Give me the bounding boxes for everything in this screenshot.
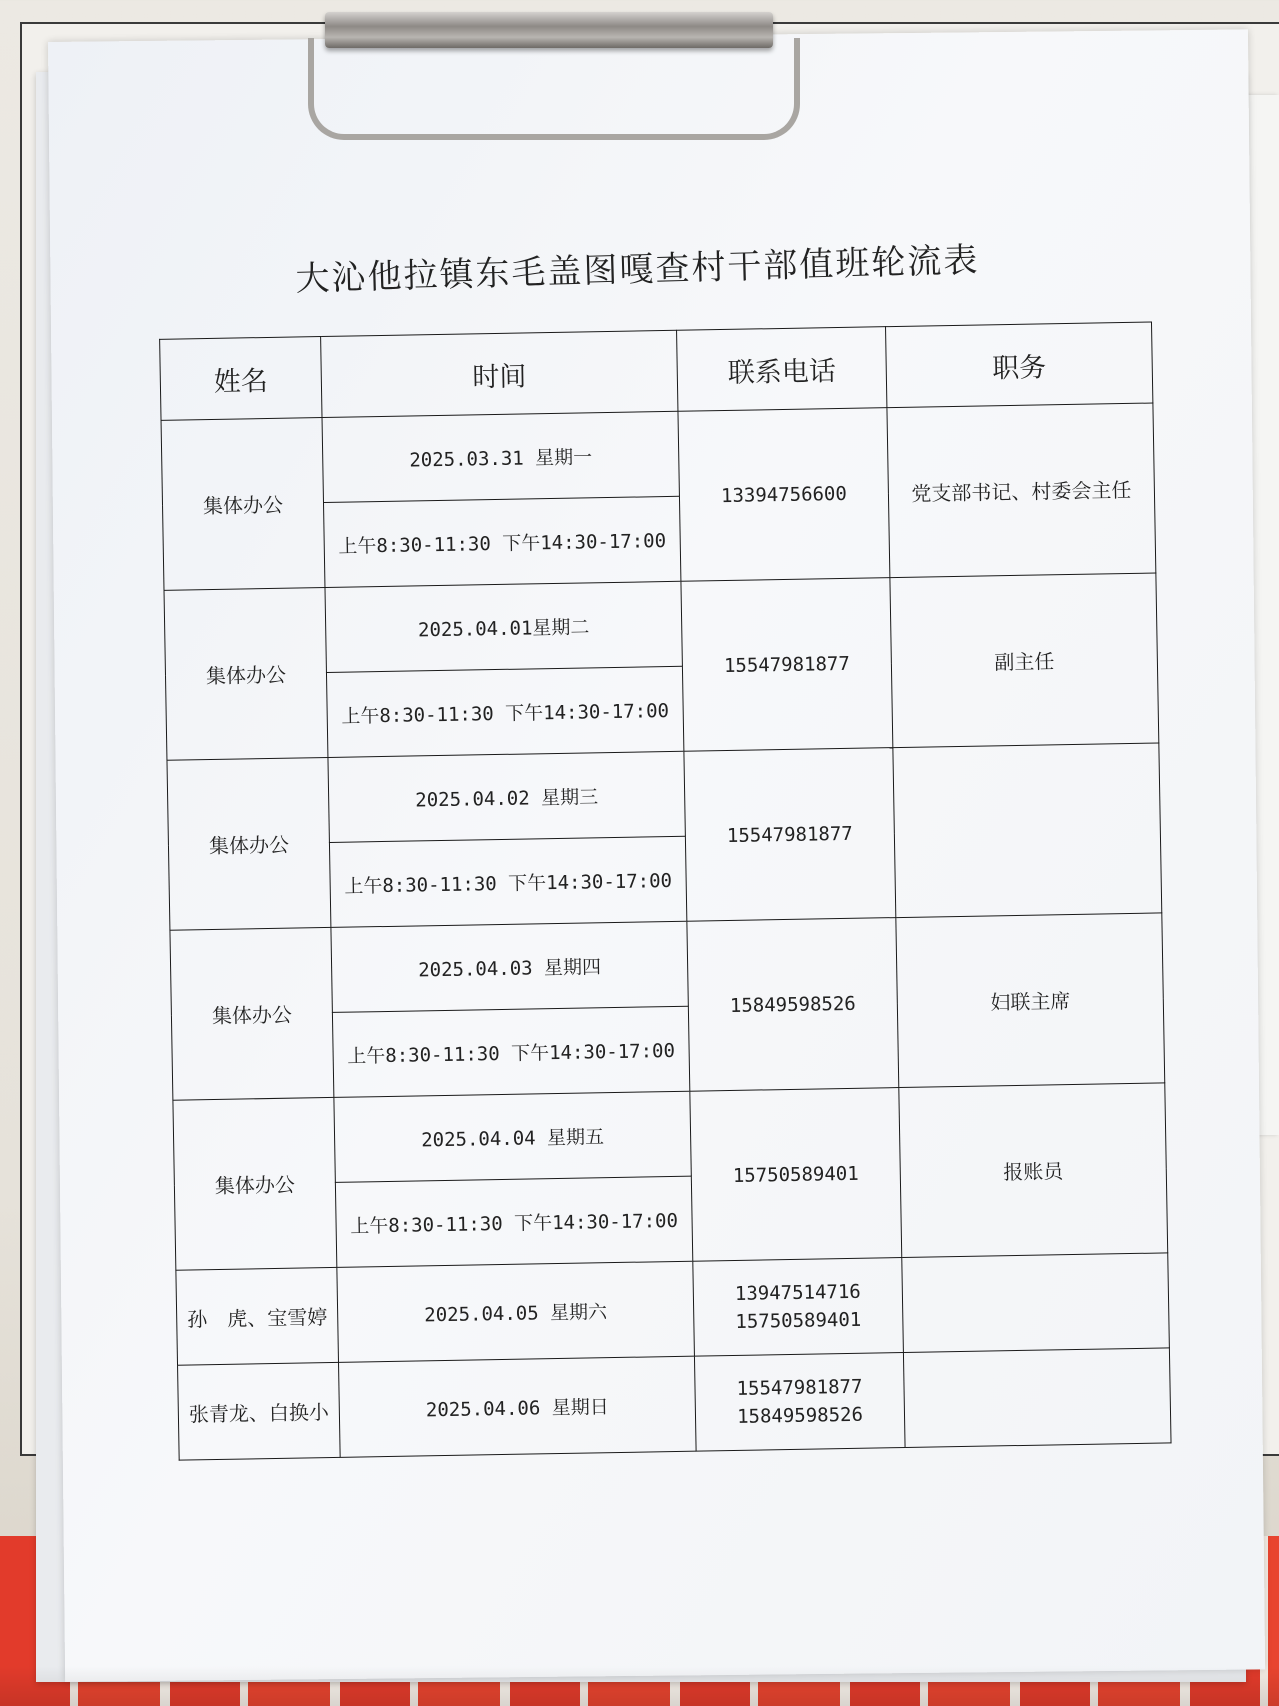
date-cell: 2025.04.01星期二 (325, 581, 682, 672)
name-cell: 集体办公 (161, 418, 325, 591)
date-cell: 2025.03.31 星期一 (322, 411, 679, 502)
hours-cell: 上午8:30-11:30 下午14:30-17:00 (326, 666, 683, 757)
hours-cell: 上午8:30-11:30 下午14:30-17:00 (332, 1006, 689, 1097)
name-cell: 集体办公 (164, 587, 328, 760)
table-row (164, 573, 1157, 675)
name-cell: 孙 虎、宝雪婷 (176, 1267, 339, 1365)
name-cell: 集体办公 (170, 927, 334, 1100)
table-row (176, 1253, 1170, 1365)
hours-cell: 上午8:30-11:30 下午14:30-17:00 (323, 496, 680, 587)
name-cell: 张青龙、白换小 (178, 1362, 341, 1460)
phone-cell: 15750589401 (690, 1088, 902, 1262)
hours-cell: 上午8:30-11:30 下午14:30-17:00 (335, 1176, 692, 1267)
header-time: 时间 (321, 330, 678, 417)
header-phone: 联系电话 (677, 327, 887, 412)
role-cell: 报账员 (899, 1083, 1168, 1258)
role-cell (902, 1253, 1170, 1353)
duty-rotation-table (159, 322, 1171, 1461)
phone-cell (693, 1258, 904, 1357)
date-cell: 2025.04.03 星期四 (331, 921, 688, 1012)
date-cell: 2025.04.06 星期日 (339, 1356, 697, 1457)
name-cell: 集体办公 (167, 757, 331, 930)
role-cell (893, 743, 1162, 918)
phone-cell: 15547981877 (681, 578, 893, 752)
clip-wire-handle (308, 38, 800, 140)
header-name: 姓名 (160, 337, 322, 421)
duty-sheet (48, 29, 1265, 1681)
page-title: 大沁他拉镇东毛盖图嘎查村干部值班轮流表 (295, 240, 980, 300)
phone-line: 13947514716 (734, 1280, 861, 1305)
phone-cell: 13394756600 (678, 408, 890, 582)
role-cell: 妇联主席 (896, 913, 1165, 1088)
table-row (167, 743, 1160, 845)
clipboard-clip (325, 12, 773, 48)
hours-cell: 上午8:30-11:30 下午14:30-17:00 (329, 836, 686, 927)
bottom-shadow (0, 1666, 1279, 1706)
phone-line: 15750589401 (735, 1308, 862, 1333)
date-cell: 2025.04.02 星期三 (328, 751, 685, 842)
role-cell: 党支部书记、村委会主任 (887, 403, 1156, 578)
phone-cell: 15547981877 (684, 748, 896, 922)
table-row (178, 1348, 1172, 1460)
date-cell: 2025.04.04 星期五 (334, 1091, 691, 1182)
table-row (170, 913, 1163, 1015)
phone-cell (694, 1353, 905, 1452)
role-cell (903, 1348, 1171, 1448)
role-cell: 副主任 (890, 573, 1159, 748)
table-row (173, 1083, 1166, 1185)
table-row (161, 403, 1154, 505)
date-cell: 2025.04.05 星期六 (337, 1261, 695, 1362)
phone-cell: 15849598526 (687, 918, 899, 1092)
header-role: 职务 (886, 322, 1153, 408)
name-cell: 集体办公 (173, 1097, 337, 1270)
phone-line: 15547981877 (736, 1375, 863, 1400)
phone-line: 15849598526 (736, 1403, 864, 1428)
